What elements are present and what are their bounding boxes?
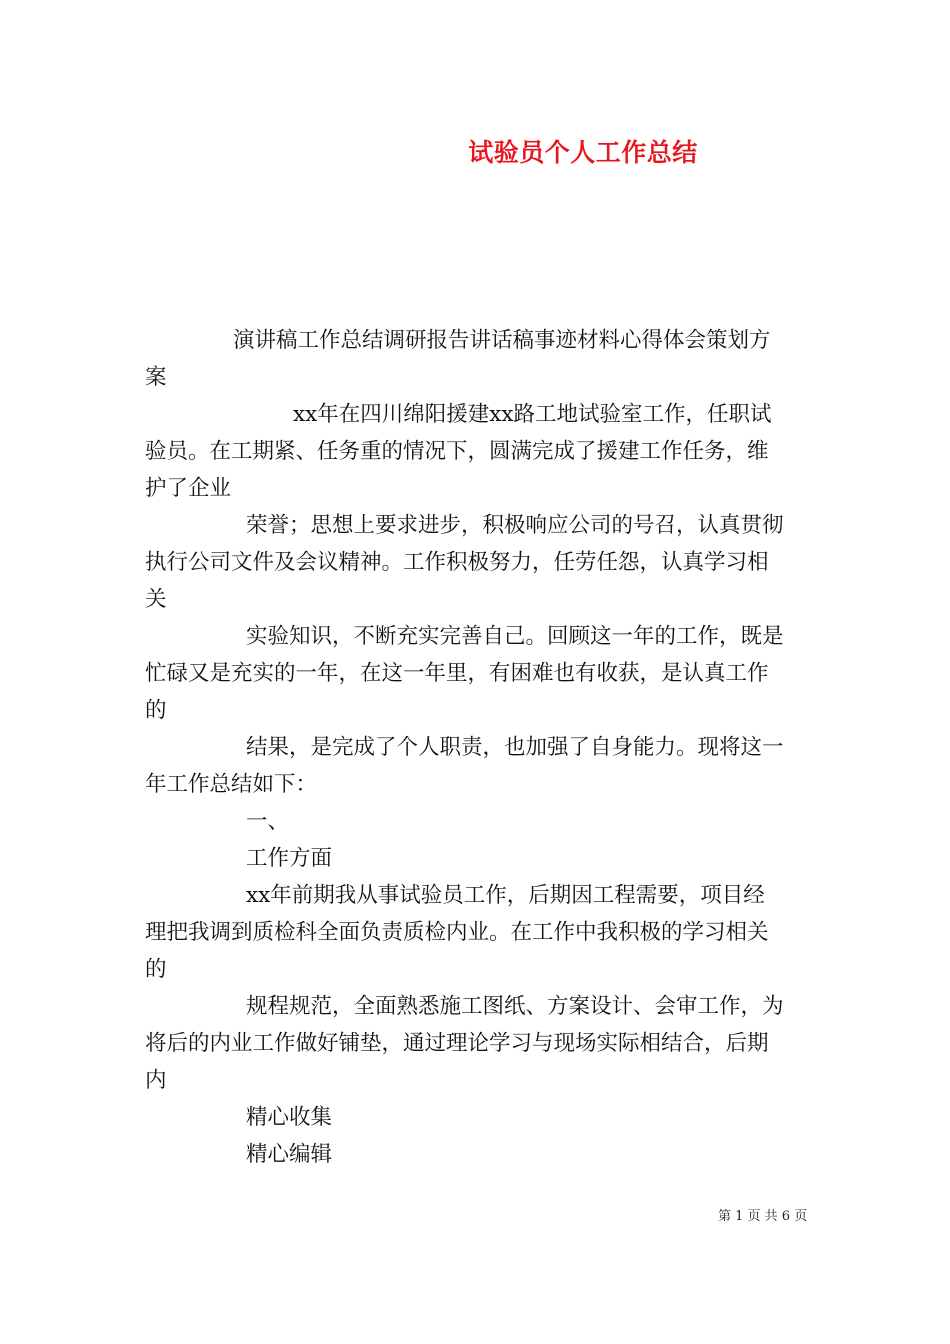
text-line: 的 — [145, 698, 167, 723]
text-line: 的 — [145, 957, 167, 982]
text-line: 结果，是完成了个人职责，也加强了自身能力。现将这一 — [246, 735, 784, 760]
text-line: xx年在四川绵阳援建xx路工地试验室工作，任职试 — [293, 402, 772, 427]
text-line: 验员。在工期紧、任务重的情况下，圆满完成了援建工作任务，维 — [145, 439, 769, 464]
text-line: 荣誉；思想上要求进步，积极响应公司的号召，认真贯彻 — [246, 513, 784, 538]
text-line: 精心收集 — [246, 1105, 333, 1130]
text-line: 忙碌又是充实的一年，在这一年里，有困难也有收获，是认真工作 — [145, 661, 769, 686]
text-line: 一、 — [246, 809, 290, 834]
text-line: xx年前期我从事试验员工作，后期因工程需要，项目经 — [246, 883, 765, 908]
text-line: 理把我调到质检科全面负责质检内业。在工作中我积极的学习相关 — [145, 920, 769, 945]
text-line: 执行公司文件及会议精神。工作积极努力，任劳任怨，认真学习相 — [145, 550, 769, 575]
text-line: 内 — [145, 1068, 167, 1093]
text-line: 将后的内业工作做好铺垫，通过理论学习与现场实际相结合，后期 — [145, 1031, 769, 1056]
text-line: 实验知识，不断充实完善自己。回顾这一年的工作，既是 — [246, 624, 784, 649]
text-line: 护了企业 — [145, 476, 232, 501]
text-line: 规程规范，全面熟悉施工图纸、方案设计、会审工作，为 — [246, 994, 784, 1019]
text-line: 案 — [145, 365, 167, 390]
text-line: 演讲稿工作总结调研报告讲话稿事迹材料心得体会策划方 — [233, 328, 771, 353]
text-line: 年工作总结如下： — [145, 772, 318, 797]
page-title: 试验员个人工作总结 — [468, 138, 698, 167]
text-line: 关 — [145, 587, 167, 612]
page-number: 第 1 页 共 6 页 — [718, 1209, 808, 1224]
document-body — [145, 322, 809, 1173]
text-line: 工作方面 — [246, 846, 333, 871]
text-line: 精心编辑 — [246, 1142, 333, 1167]
